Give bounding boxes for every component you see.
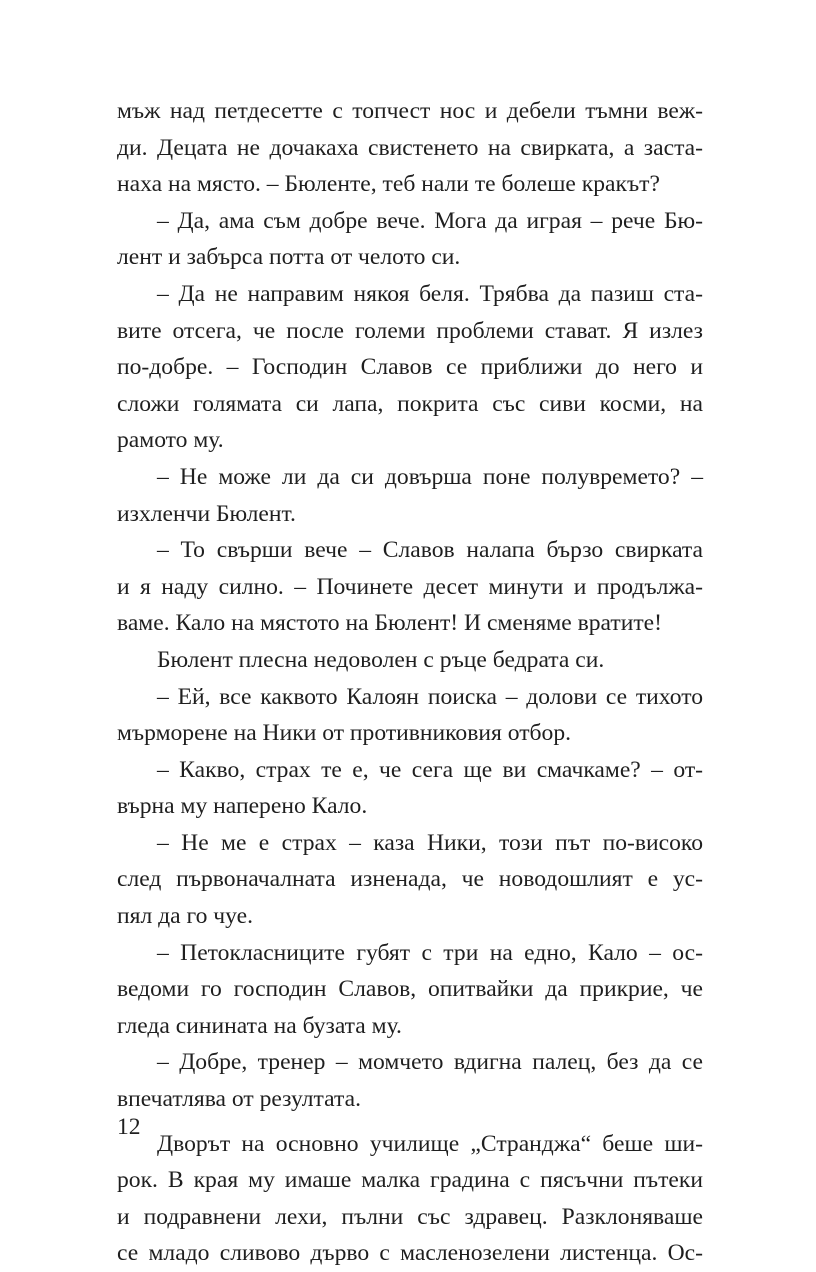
text-line: Дворът на основно училище „Странджа“ беше ши- (157, 1130, 703, 1157)
text-line: сложи голямата си лапа, покрита със сиви косми, на (117, 390, 703, 417)
text-line: Бюлент плесна недоволен с ръце бедрата си. (157, 646, 605, 673)
text-line: лент и забърса потта от челото си. (117, 244, 461, 271)
text-line: ди. Децата не дочакаха свистенето на свирката, а заста- (117, 134, 703, 161)
text-line: вите отсега, че после големи проблеми стават. Я излез (117, 317, 703, 344)
text-line: изхленчи Бюлент. (117, 500, 296, 527)
text-line: наха на място. – Бюленте, теб нали те болеше кракът? (117, 171, 660, 198)
text-line: пял да го чуе. (117, 903, 254, 930)
text-line: и подравнени лехи, пълни със здравец. Разклоняваше (117, 1203, 703, 1230)
text-line: и я наду силно. – Починете десет минути и продължа- (117, 573, 703, 600)
text-line: – Ей, все каквото Калоян поиска – долови се тихото (157, 683, 703, 710)
text-line: – Какво, страх те е, че сега ще ви смачкаме? – от- (157, 756, 703, 783)
text-line: – Не ме е страх – каза Ники, този път по-високо (157, 829, 703, 856)
text-line: рамото му. (117, 427, 224, 454)
text-line: – Не може ли да си довърша поне полувремето? – (157, 463, 703, 490)
text-line: – Петокласниците губят с три на едно, Кало – ос- (157, 939, 703, 966)
text-line: – Да не направим някоя беля. Трябва да пазиш ста- (157, 280, 703, 307)
text-line: се младо сливово дърво с масленозелени листенца. Ос- (117, 1240, 703, 1267)
text-line: мърморене на Ники от противниковия отбор. (117, 720, 572, 747)
text-line: гледа синината на бузата му. (117, 1012, 402, 1039)
page-number: 12 (117, 1114, 141, 1140)
text-line: – Да, ама съм добре вече. Мога да играя – рече Бю- (157, 207, 703, 234)
text-line: след първоначалната изненада, че новодошлият е ус- (117, 866, 703, 893)
text-line: ведоми го господин Славов, опитвайки да прикрие, че (117, 976, 703, 1003)
text-line: впечатлява от резултата. (117, 1086, 361, 1113)
text-line: мъж над петдесетте с топчест нос и дебели тъмни веж- (117, 98, 703, 124)
body-text (117, 93, 703, 1272)
text-line: рок. В края му имаше малка градина с пясъчни пътеки (117, 1167, 703, 1194)
text-line: ваме. Кало на мястото на Бюлент! И сменяме вратите! (117, 610, 662, 637)
text-line: върна му наперено Кало. (117, 793, 368, 820)
text-line: по-добре. – Господин Славов се приближи до него и (117, 354, 703, 381)
text-line: – То свърши вече – Славов налапа бързо свирката (157, 537, 703, 564)
text-line: – Добре, тренер – момчето вдигна палец, без да се (157, 1049, 703, 1076)
